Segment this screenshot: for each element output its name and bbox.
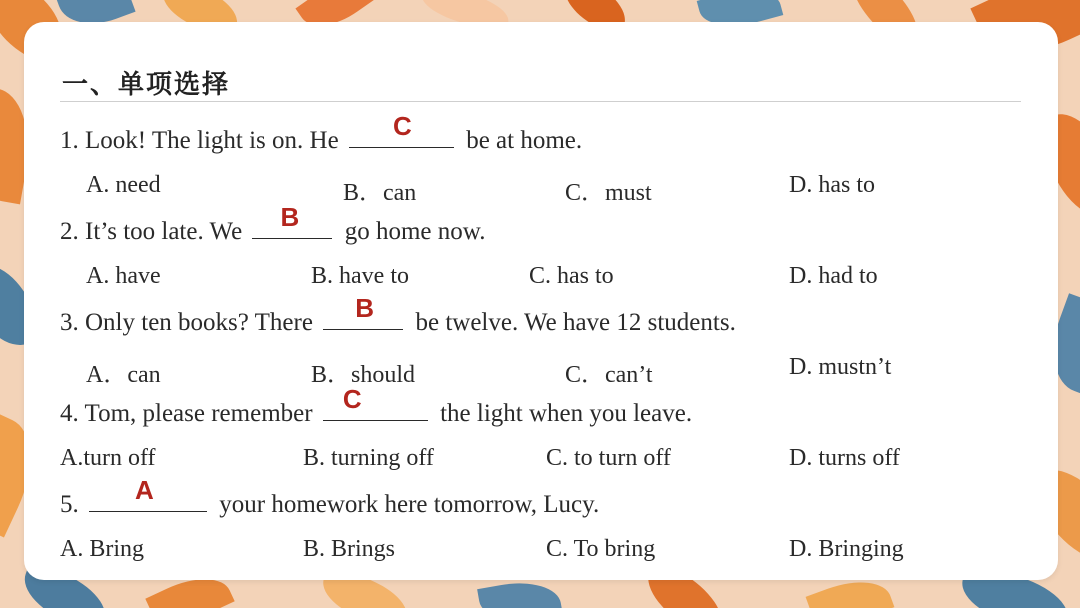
answer-blank bbox=[349, 111, 454, 148]
option-b: B. have to bbox=[311, 263, 409, 289]
answer-letter: A bbox=[135, 475, 154, 505]
question-4 bbox=[60, 384, 693, 428]
question-5 bbox=[60, 475, 600, 519]
option-c: C. To bring bbox=[546, 536, 656, 562]
question-1 bbox=[60, 111, 583, 155]
option-d: D. mustn’t bbox=[789, 354, 892, 380]
question-text: the light when you leave. bbox=[433, 400, 693, 427]
option-a: A.turn off bbox=[60, 445, 156, 471]
option-d: D. turns off bbox=[789, 445, 900, 471]
option-b: B. Brings bbox=[303, 536, 396, 562]
option-b: B．can bbox=[343, 180, 417, 206]
option-d: D. had to bbox=[789, 263, 878, 289]
answer-blank bbox=[89, 475, 207, 512]
option-a: A. need bbox=[86, 172, 161, 198]
answer-letter: B bbox=[355, 293, 374, 323]
question-text: 4. Tom, please remember bbox=[60, 400, 319, 427]
question-text: 5. bbox=[60, 491, 85, 518]
option-a: A. Bring bbox=[60, 536, 144, 562]
option-a: A．can bbox=[86, 362, 161, 388]
question-3 bbox=[60, 293, 736, 337]
question-text: be twelve. We have 12 students. bbox=[409, 309, 736, 336]
answer-blank bbox=[252, 202, 332, 239]
answer-blank bbox=[323, 384, 428, 421]
option-b: B. turning off bbox=[303, 445, 434, 471]
answer-letter: B bbox=[280, 202, 300, 232]
answer-letter: C bbox=[392, 111, 412, 141]
option-a: A. have bbox=[86, 263, 161, 289]
option-b: B．should bbox=[311, 362, 416, 388]
question-text: 1. Look! The light is on. He bbox=[60, 127, 345, 154]
question-text: 3. Only ten books? There bbox=[60, 309, 320, 336]
question-text: go home now. bbox=[338, 218, 486, 245]
option-d: D. has to bbox=[789, 172, 875, 198]
question-2 bbox=[60, 202, 486, 246]
question-text: be at home. bbox=[459, 127, 583, 154]
answer-letter: C bbox=[342, 384, 362, 414]
question-text: your homework here tomorrow, Lucy. bbox=[213, 491, 600, 518]
option-c: C. to turn off bbox=[546, 445, 671, 471]
section-title: 一、单项选择 bbox=[62, 70, 231, 100]
question-text: 2. It’s too late. We bbox=[60, 218, 249, 245]
option-c: C. has to bbox=[529, 263, 614, 289]
option-c: C．can’t bbox=[565, 362, 653, 388]
answer-blank bbox=[323, 293, 403, 330]
option-c: C．must bbox=[565, 180, 652, 206]
title-divider bbox=[60, 101, 1021, 102]
option-d: D. Bringing bbox=[789, 536, 904, 562]
